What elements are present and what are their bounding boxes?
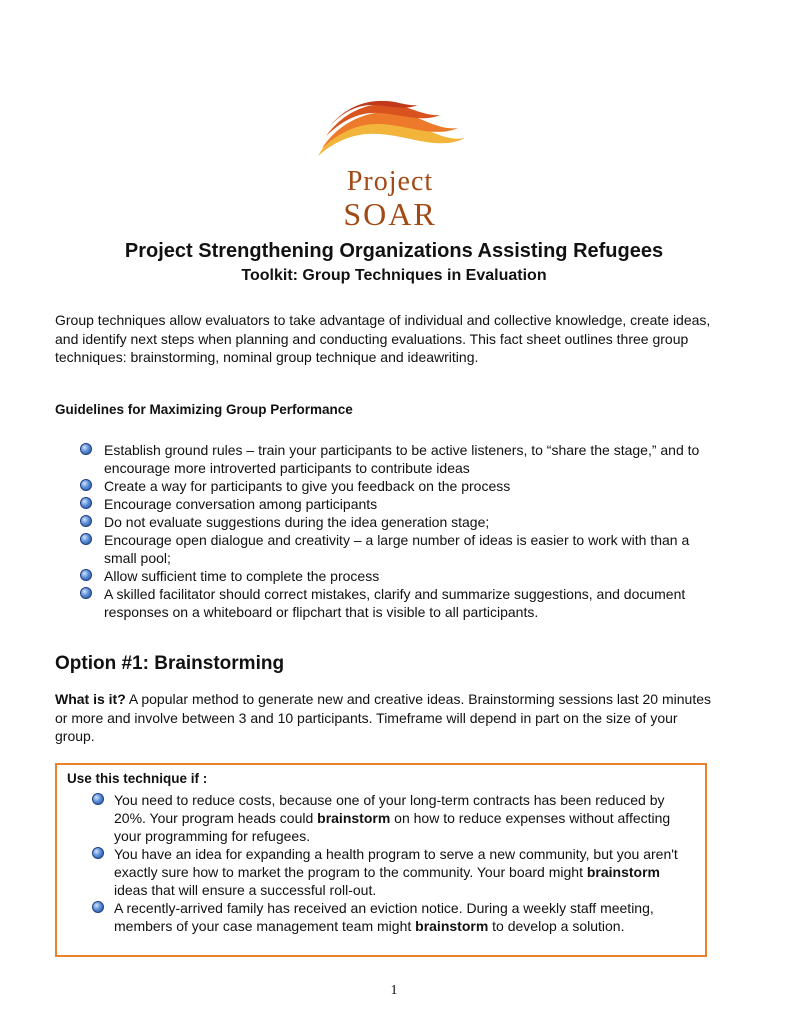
list-item: [80, 567, 700, 585]
what-is-it-label: What is it?: [55, 691, 126, 707]
bullet-icon: [92, 847, 104, 859]
guideline-text: A skilled facilitator should correct mistakes, clarify and summarize suggestions, and document responses on a whiteboard or flipchart that is visible to all participants.: [104, 586, 686, 620]
use-item-text: You have an idea for expanding a health program to serve a new community, but you aren't exactly sure how to market the program to the community. Your board might: [114, 846, 678, 880]
use-item-text: to develop a solution.: [488, 918, 625, 934]
use-item-text: A recently-arrived family has received an eviction notice. During a weekly staff meeting, members of your case management team might: [114, 900, 654, 934]
list-item: [80, 531, 700, 567]
project-soar-logo: [300, 96, 470, 236]
use-item-text: ideas that will ensure a successful roll-out.: [114, 882, 377, 898]
bullet-icon: [80, 533, 92, 545]
use-item-text: on how to reduce expenses without affecting your programming for refugees.: [114, 810, 671, 844]
intro-paragraph: Group techniques allow evaluators to take advantage of individual and collective knowledge, create ideas, and identify next steps when planning and conducting evaluations. This fact sheet outlines three group techniques: brainstorming, nominal group technique and ideawriting.: [55, 312, 711, 365]
guideline-text: Encourage open dialogue and creativity – a large number of ideas is easier to work with than a small pool;: [104, 532, 690, 566]
list-item: [92, 899, 697, 935]
guideline-text: Allow sufficient time to complete the process: [104, 568, 380, 584]
use-technique-box: [55, 763, 707, 957]
list-item: [80, 441, 700, 477]
use-item-bold: brainstorm: [415, 918, 489, 934]
list-item: [80, 585, 700, 621]
bullet-icon: [92, 793, 104, 805]
list-item: [80, 477, 700, 495]
logo-text-project: Project: [346, 166, 434, 197]
use-technique-list: [92, 791, 697, 935]
guideline-text: Establish ground rules – train your participants to be active listeners, to “share the stage,” and to encourage more introverted participants to contribute ideas: [104, 442, 700, 476]
page-number: 1: [390, 983, 398, 998]
bullet-icon: [80, 587, 92, 599]
list-item: [80, 495, 700, 513]
use-item-text: You need to reduce costs, because one of your long-term contracts has been reduced by 20%. Your program heads could: [114, 792, 665, 826]
bullet-icon: [92, 901, 104, 913]
page-subtitle: Toolkit: Group Techniques in Evaluation: [241, 267, 547, 284]
bullet-icon: [80, 515, 92, 527]
list-item: [92, 791, 697, 845]
what-is-it-text: A popular method to generate new and creative ideas. Brainstorming sessions last 20 minutes or more and involve between 3 and 10 participants. Timeframe will depend in part on the size of your group.: [55, 691, 712, 744]
wave-logo-icon: [300, 96, 470, 176]
logo-text-soar: SOAR: [343, 196, 437, 232]
option-1-heading: Option #1: Brainstorming: [55, 653, 285, 674]
list-item: [92, 845, 697, 899]
use-item-bold: brainstorm: [586, 864, 660, 880]
guideline-text: Encourage conversation among participants: [104, 496, 378, 512]
use-technique-heading: Use this technique if :: [67, 771, 208, 786]
bullet-icon: [80, 443, 92, 455]
page-title: Project Strengthening Organizations Assisting Refugees: [124, 240, 664, 262]
bullet-icon: [80, 497, 92, 509]
bullet-icon: [80, 479, 92, 491]
guidelines-heading: Guidelines for Maximizing Group Performance: [55, 402, 353, 417]
guideline-text: Do not evaluate suggestions during the idea generation stage;: [104, 514, 490, 530]
bullet-icon: [80, 569, 92, 581]
list-item: [80, 513, 700, 531]
use-item-bold: brainstorm: [317, 810, 391, 826]
guideline-text: Create a way for participants to give you feedback on the process: [104, 478, 511, 494]
what-is-it-paragraph: [55, 690, 715, 746]
guidelines-list: [80, 441, 700, 621]
